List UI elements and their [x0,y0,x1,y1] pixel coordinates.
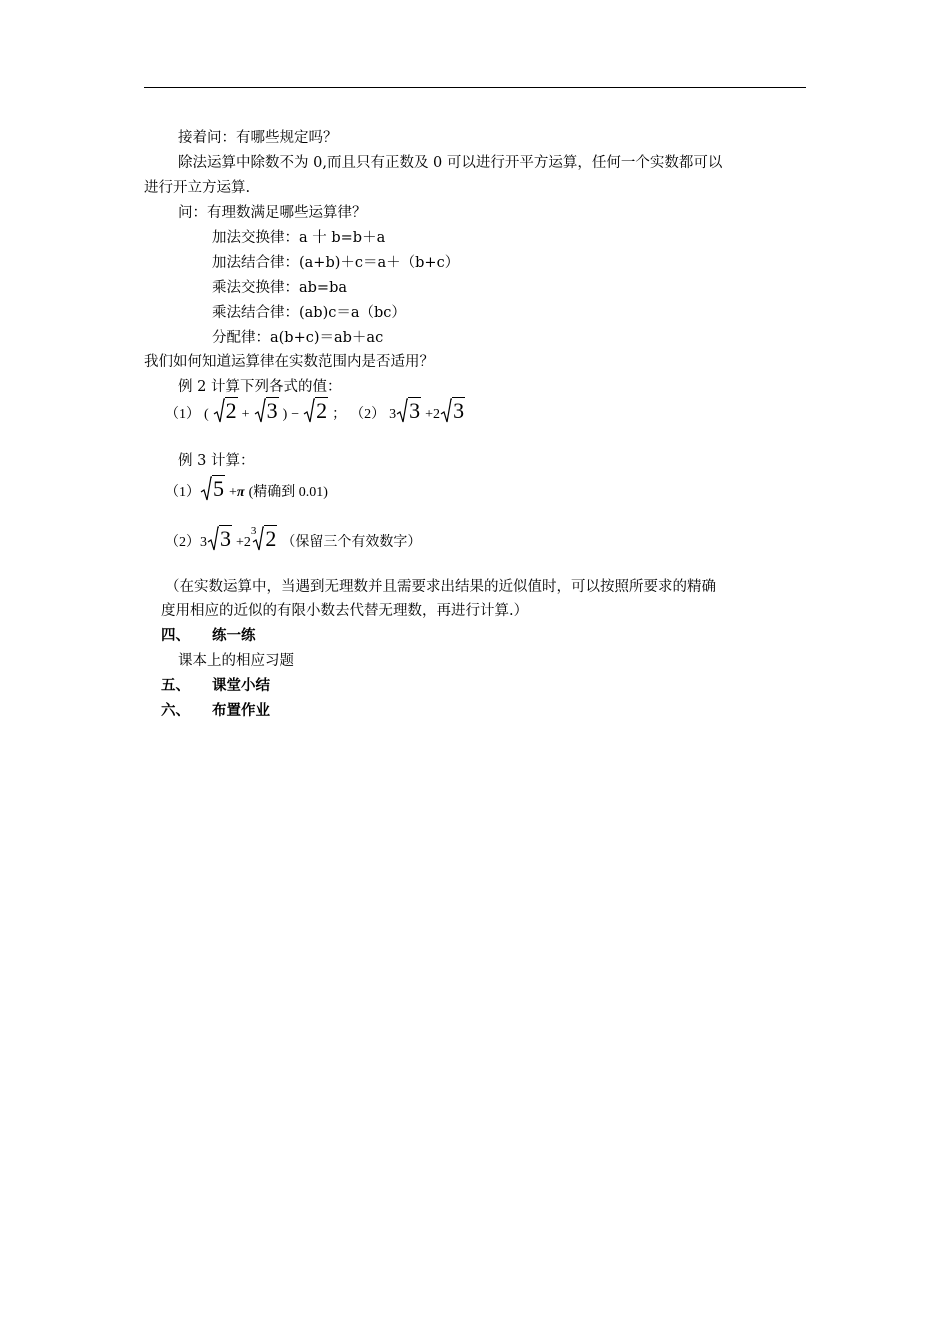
section-4-title: 练一练 [212,628,256,644]
radicand: 5 [213,476,224,501]
division-rule-line2: 进行开立方运算. [144,180,251,196]
coefficient: 3 [200,535,207,550]
division-rule-line1: 除法运算中除数不为 0,而且只有正数及 0 可以进行开平方运算，任何一个实数都可以 [178,155,723,171]
precision-note: (精确到 0.01) [248,485,328,500]
sqrt-icon [440,398,452,424]
sqrt-icon [200,476,212,502]
law-add-associative: 加法结合律：(a+b)＋c＝a＋（b+c） [212,255,460,271]
section-6-number: 六、 [161,703,190,719]
pi-symbol: π [236,485,245,500]
radicand: 2 [225,398,237,423]
sqrt-icon [303,398,315,424]
radicand: 3 [409,398,421,423]
law-mul-associative: 乘法结合律：(ab)c＝a（bc） [212,305,406,321]
example-2-expressions [165,398,465,432]
section-5-title: 课堂小结 [212,678,270,694]
radicand: 3 [266,398,278,423]
section-5-number: 五、 [161,678,190,694]
section-4-number: 四、 [161,628,190,644]
example-2-heading: 例 2 计算下列各式的值： [178,379,342,395]
sqrt-icon [254,398,266,424]
example-3-part2 [165,526,421,558]
section-6-title: 布置作业 [212,703,270,719]
example-2-part1-label: （1） [165,407,200,422]
plus-sign: + [241,407,250,422]
plus-coefficient: +2 [425,407,441,422]
plus-coefficient: +2 [236,535,251,550]
coefficient: 3 [389,407,397,422]
example-3-heading: 例 3 计算： [178,453,255,469]
minus-sign: − [291,407,300,422]
cube-root-index: 3 [250,525,257,537]
open-paren: ( [204,407,209,422]
radicand: 2 [265,526,277,551]
question-rules: 接着问：有哪些规定吗？ [178,130,338,146]
separator: ； [332,407,347,422]
radicand: 3 [220,526,231,551]
radicand: 3 [453,398,465,423]
approximation-note-line2: 度用相应的近似的有限小数去代替无理数，再进行计算.） [161,603,529,619]
law-distributive: 分配律：a(b+c)＝ab＋ac [212,330,384,346]
example-3-part2-label: （2） [165,535,200,550]
approximation-note-line1: （在实数运算中，当遇到无理数并且需要求出结果的近似值时，可以按照所要求的精确 [165,579,716,595]
sqrt-icon [396,398,408,424]
sqrt-icon [213,398,225,424]
law-mul-commutative: 乘法交换律：ab=ba [212,280,348,296]
question-laws: 问：有理数满足哪些运算律？ [178,205,367,221]
plus-sign: + [229,485,237,500]
example-2-part2-label: （2） [350,407,386,422]
sqrt-icon [207,526,219,552]
significant-figures-note: （保留三个有效数字） [281,535,422,550]
header-rule [144,87,806,88]
example-3-part1-label: （1） [165,485,200,500]
question-real-numbers: 我们如何知道运算律在实数范围内是否适用？ [144,354,434,370]
radicand: 2 [316,398,328,423]
close-paren: ) [282,407,288,422]
law-add-commutative: 加法交换律：a 十 b=b＋a [212,230,386,246]
example-3-part1 [165,476,328,508]
practice-exercises: 课本上的相应习题 [178,653,294,669]
